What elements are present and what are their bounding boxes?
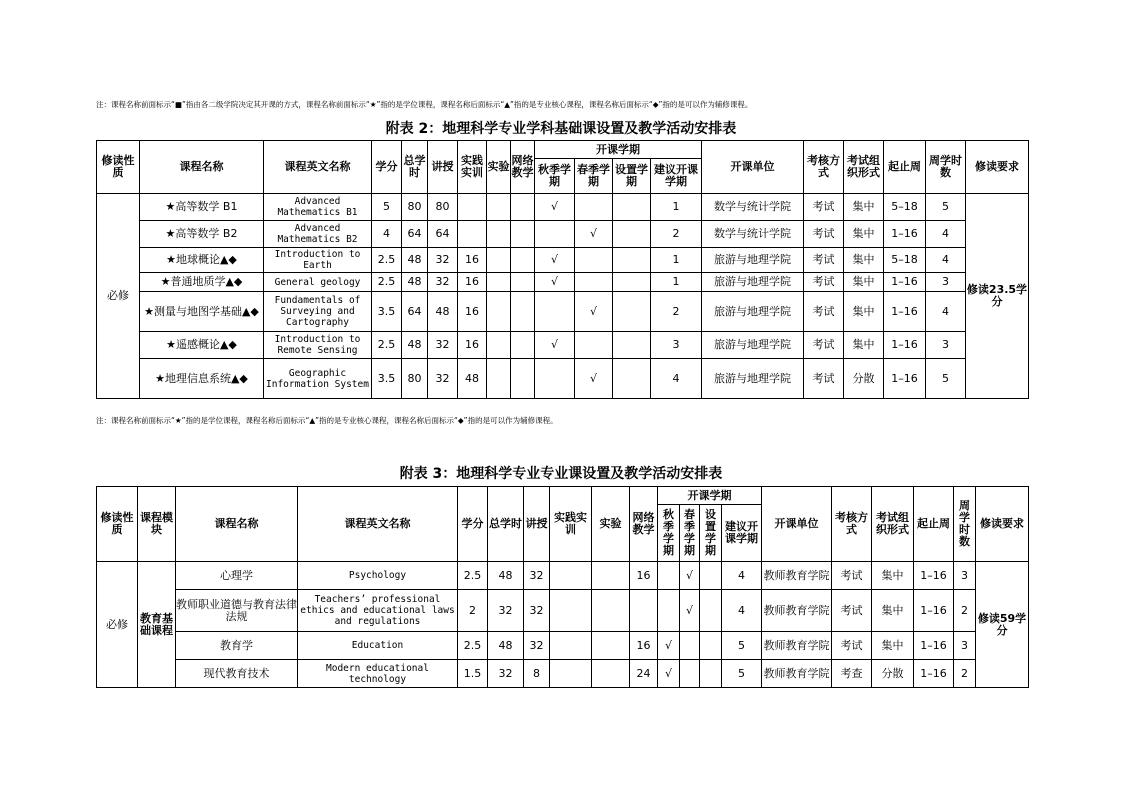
cell-unit: 旅游与地理学院 bbox=[702, 292, 804, 332]
cell-autumn: √ bbox=[535, 332, 575, 359]
header-lecture: 讲授 bbox=[428, 141, 458, 194]
cell-total: 48 bbox=[402, 248, 428, 273]
t3-header-lab: 实验 bbox=[592, 487, 630, 562]
cell-name: ★地球概论▲◆ bbox=[140, 248, 264, 273]
cell-practice: 48 bbox=[458, 359, 487, 399]
t3-cell-hours: 3 bbox=[954, 562, 976, 590]
cell-exam: 考试 bbox=[804, 194, 844, 221]
t3-header-practice: 实践实训 bbox=[550, 487, 592, 562]
t3-cell-unit: 教师教育学院 bbox=[762, 660, 832, 688]
t3-cell-suggest: 5 bbox=[722, 660, 762, 688]
header-total: 总学时 bbox=[402, 141, 428, 194]
t3-cell-unit: 教师教育学院 bbox=[762, 590, 832, 632]
t3-cell-exam: 考试 bbox=[832, 562, 872, 590]
t3-cell-hours: 3 bbox=[954, 632, 976, 660]
t3-cell-weeks: 1–16 bbox=[914, 562, 954, 590]
cell-suggest: 1 bbox=[651, 273, 702, 292]
cell-spring bbox=[575, 248, 613, 273]
cell-credit: 3.5 bbox=[372, 292, 402, 332]
table2-note: 注：课程名称前面标示“★”指的是学位课程，课程名称后面标示“▲”指的是专业核心课程，课程名称后面标示“◆”指的是可以作为辅修课程。 bbox=[96, 416, 558, 425]
cell-weeks: 5–18 bbox=[884, 248, 926, 273]
t3-header-total: 总学时 bbox=[488, 487, 524, 562]
t3-cell-total: 32 bbox=[488, 660, 524, 688]
t3-cell-lecture: 32 bbox=[524, 562, 550, 590]
cell-unit: 旅游与地理学院 bbox=[702, 332, 804, 359]
t3-cell-set bbox=[700, 562, 722, 590]
t3-cell-en: Modern educational technology bbox=[298, 660, 458, 688]
cell-hours: 5 bbox=[926, 194, 966, 221]
cell-org: 分散 bbox=[844, 359, 884, 399]
header-en: 课程英文名称 bbox=[264, 141, 372, 194]
cell-spring: √ bbox=[575, 292, 613, 332]
cell-credit: 5 bbox=[372, 194, 402, 221]
t3-header-lecture: 讲授 bbox=[524, 487, 550, 562]
cell-org: 集中 bbox=[844, 248, 884, 273]
cell-org: 集中 bbox=[844, 292, 884, 332]
cell-en: Advanced Mathematics B1 bbox=[264, 194, 372, 221]
t3-cell-org: 集中 bbox=[872, 632, 914, 660]
t3-cell-unit: 教师教育学院 bbox=[762, 562, 832, 590]
header-suggest: 建议开课学期 bbox=[651, 159, 702, 194]
cell-hours: 5 bbox=[926, 359, 966, 399]
cell-online bbox=[511, 248, 535, 273]
t3-cell-exam: 考查 bbox=[832, 660, 872, 688]
t3-cell-set bbox=[700, 660, 722, 688]
t3-cell-credit: 2.5 bbox=[458, 632, 488, 660]
t3-header-exam: 考核方式 bbox=[832, 487, 872, 562]
cell-suggest: 2 bbox=[651, 221, 702, 248]
t3-cell-practice bbox=[550, 590, 592, 632]
t3-cell-name: 教育学 bbox=[176, 632, 298, 660]
t3-cell-spring: √ bbox=[680, 562, 700, 590]
cell-unit: 旅游与地理学院 bbox=[702, 273, 804, 292]
t3-cell-autumn bbox=[658, 590, 680, 632]
t3-header-spring: 春季学期 bbox=[680, 505, 700, 562]
header-credit: 学分 bbox=[372, 141, 402, 194]
cell-org: 集中 bbox=[844, 332, 884, 359]
cell-lecture: 64 bbox=[428, 221, 458, 248]
cell-credit: 2.5 bbox=[372, 332, 402, 359]
table2-row bbox=[97, 248, 1029, 273]
table2 bbox=[96, 140, 1029, 399]
cell-en: Advanced Mathematics B2 bbox=[264, 221, 372, 248]
cell-suggest: 1 bbox=[651, 194, 702, 221]
cell-weeks: 5–18 bbox=[884, 194, 926, 221]
cell-online bbox=[511, 332, 535, 359]
cell-spring: √ bbox=[575, 359, 613, 399]
cell-autumn: √ bbox=[535, 273, 575, 292]
header-practice: 实践实训 bbox=[458, 141, 487, 194]
cell-unit: 数学与统计学院 bbox=[702, 221, 804, 248]
t3-header-hours: 周学时数 bbox=[954, 487, 976, 562]
t3-cell-credit: 2.5 bbox=[458, 562, 488, 590]
cell-credit: 2.5 bbox=[372, 273, 402, 292]
cell-weeks: 1–16 bbox=[884, 273, 926, 292]
cell-lecture: 32 bbox=[428, 332, 458, 359]
cell-total: 64 bbox=[402, 221, 428, 248]
t3-cell-online: 16 bbox=[630, 562, 658, 590]
requirement-cell: 修读23.5学分 bbox=[966, 194, 1029, 399]
t3-header-credit: 学分 bbox=[458, 487, 488, 562]
cell-name: ★高等数学 B1 bbox=[140, 194, 264, 221]
cell-org: 集中 bbox=[844, 221, 884, 248]
t3-cell-suggest: 4 bbox=[722, 590, 762, 632]
cell-exam: 考试 bbox=[804, 221, 844, 248]
cell-hours: 4 bbox=[926, 292, 966, 332]
t3-cell-en: Education bbox=[298, 632, 458, 660]
cell-total: 80 bbox=[402, 359, 428, 399]
cell-en: Introduction to Earth bbox=[264, 248, 372, 273]
cell-lab bbox=[487, 292, 511, 332]
cell-autumn bbox=[535, 221, 575, 248]
cell-en: Fundamentals of Surveying and Cartography bbox=[264, 292, 372, 332]
cell-lab bbox=[487, 359, 511, 399]
cell-en: Geographic Information System bbox=[264, 359, 372, 399]
table2-row bbox=[97, 194, 1029, 221]
header-org: 考试组织形式 bbox=[844, 141, 884, 194]
t3-header-module: 课程模块 bbox=[138, 487, 176, 562]
t3-cell-en: Psychology bbox=[298, 562, 458, 590]
t3-cell-weeks: 1–16 bbox=[914, 632, 954, 660]
header-unit: 开课单位 bbox=[702, 141, 804, 194]
t3-cell-set bbox=[700, 632, 722, 660]
cell-exam: 考试 bbox=[804, 359, 844, 399]
header-weeks: 起止周 bbox=[884, 141, 926, 194]
cell-practice: 16 bbox=[458, 273, 487, 292]
t3-cell-online: 16 bbox=[630, 632, 658, 660]
t3-cell-spring bbox=[680, 632, 700, 660]
cell-online bbox=[511, 221, 535, 248]
t3-cell-lecture: 8 bbox=[524, 660, 550, 688]
t3-header-autumn: 秋季学期 bbox=[658, 505, 680, 562]
top-note: 注：课程名称前面标示“■”指由各二级学院决定其开课的方式，课程名称前面标示“★”指的是学位课程，课程名称后面标示“▲”指的是专业核心课程，课程名称后面标示“◆”指的是可以作为辅修课程。 bbox=[96, 100, 753, 109]
cell-lecture: 32 bbox=[428, 248, 458, 273]
header-lab: 实验 bbox=[487, 141, 511, 194]
cell-online bbox=[511, 292, 535, 332]
table2-title: 附表 2：地理科学专业学科基础课设置及教学活动安排表 bbox=[385, 121, 737, 137]
cell-set bbox=[613, 332, 651, 359]
cell-name: ★测量与地图学基础▲◆ bbox=[140, 292, 264, 332]
cell-suggest: 3 bbox=[651, 332, 702, 359]
cell-weeks: 1–16 bbox=[884, 292, 926, 332]
header-exam: 考核方式 bbox=[804, 141, 844, 194]
cell-lecture: 32 bbox=[428, 359, 458, 399]
cell-online bbox=[511, 194, 535, 221]
header-name: 课程名称 bbox=[140, 141, 264, 194]
t3-cell-lecture: 32 bbox=[524, 632, 550, 660]
header-spring: 春季学期 bbox=[575, 159, 613, 194]
cell-online bbox=[511, 359, 535, 399]
cell-en: General geology bbox=[264, 273, 372, 292]
table2-row bbox=[97, 273, 1029, 292]
header-autumn: 秋季学期 bbox=[535, 159, 575, 194]
t3-cell-lecture: 32 bbox=[524, 590, 550, 632]
cell-name: ★遥感概论▲◆ bbox=[140, 332, 264, 359]
cell-practice: 16 bbox=[458, 332, 487, 359]
header-req: 修读要求 bbox=[966, 141, 1029, 194]
t3-header-set: 设置学期 bbox=[700, 505, 722, 562]
cell-name: ★地理信息系统▲◆ bbox=[140, 359, 264, 399]
t3-cell-online: 24 bbox=[630, 660, 658, 688]
t3-cell-hours: 2 bbox=[954, 590, 976, 632]
cell-total: 48 bbox=[402, 273, 428, 292]
cell-weeks: 1–16 bbox=[884, 332, 926, 359]
t3-cell-total: 48 bbox=[488, 632, 524, 660]
t3-nature-cell: 必修 bbox=[97, 562, 138, 688]
table3-row bbox=[97, 660, 1029, 688]
t3-header-semester: 开课学期 bbox=[658, 487, 762, 505]
table3-title: 附表 3：地理科学专业专业课设置及教学活动安排表 bbox=[399, 466, 723, 482]
t3-header-weeks: 起止周 bbox=[914, 487, 954, 562]
t3-cell-set bbox=[700, 590, 722, 632]
cell-autumn: √ bbox=[535, 248, 575, 273]
header-online: 网络教学 bbox=[511, 141, 535, 194]
cell-weeks: 1–16 bbox=[884, 359, 926, 399]
t3-requirement-cell: 修读59学分 bbox=[976, 562, 1029, 688]
cell-unit: 数学与统计学院 bbox=[702, 194, 804, 221]
t3-cell-weeks: 1–16 bbox=[914, 590, 954, 632]
t3-cell-spring bbox=[680, 660, 700, 688]
t3-cell-lab bbox=[592, 590, 630, 632]
cell-exam: 考试 bbox=[804, 273, 844, 292]
cell-hours: 4 bbox=[926, 248, 966, 273]
table2-row bbox=[97, 292, 1029, 332]
cell-set bbox=[613, 292, 651, 332]
cell-lab bbox=[487, 194, 511, 221]
t3-header-en: 课程英文名称 bbox=[298, 487, 458, 562]
table3-row bbox=[97, 562, 1029, 590]
cell-credit: 4 bbox=[372, 221, 402, 248]
cell-hours: 3 bbox=[926, 273, 966, 292]
cell-set bbox=[613, 221, 651, 248]
cell-exam: 考试 bbox=[804, 332, 844, 359]
cell-credit: 2.5 bbox=[372, 248, 402, 273]
header-hours: 周学时数 bbox=[926, 141, 966, 194]
t3-cell-practice bbox=[550, 632, 592, 660]
cell-spring bbox=[575, 194, 613, 221]
t3-cell-org: 分散 bbox=[872, 660, 914, 688]
t3-cell-online bbox=[630, 590, 658, 632]
cell-practice: 16 bbox=[458, 248, 487, 273]
cell-spring: √ bbox=[575, 221, 613, 248]
t3-cell-practice bbox=[550, 660, 592, 688]
cell-set bbox=[613, 273, 651, 292]
table2-row bbox=[97, 359, 1029, 399]
t3-cell-practice bbox=[550, 562, 592, 590]
cell-total: 48 bbox=[402, 332, 428, 359]
cell-spring bbox=[575, 273, 613, 292]
cell-unit: 旅游与地理学院 bbox=[702, 248, 804, 273]
cell-lecture: 48 bbox=[428, 292, 458, 332]
t3-cell-autumn: √ bbox=[658, 660, 680, 688]
t3-cell-lab bbox=[592, 660, 630, 688]
cell-autumn bbox=[535, 359, 575, 399]
cell-autumn bbox=[535, 292, 575, 332]
t3-cell-name: 心理学 bbox=[176, 562, 298, 590]
cell-lab bbox=[487, 273, 511, 292]
cell-lab bbox=[487, 248, 511, 273]
cell-total: 80 bbox=[402, 194, 428, 221]
t3-cell-total: 48 bbox=[488, 562, 524, 590]
t3-cell-total: 32 bbox=[488, 590, 524, 632]
cell-suggest: 2 bbox=[651, 292, 702, 332]
cell-hours: 3 bbox=[926, 332, 966, 359]
cell-autumn: √ bbox=[535, 194, 575, 221]
nature-cell: 必修 bbox=[97, 194, 140, 399]
t3-cell-exam: 考试 bbox=[832, 632, 872, 660]
t3-header-online: 网络教学 bbox=[630, 487, 658, 562]
t3-cell-name: 现代教育技术 bbox=[176, 660, 298, 688]
header-set: 设置学期 bbox=[613, 159, 651, 194]
t3-cell-lab bbox=[592, 632, 630, 660]
t3-module-cell: 教育基础课程 bbox=[138, 562, 176, 688]
t3-header-suggest: 建议开课学期 bbox=[722, 505, 762, 562]
table3-row bbox=[97, 632, 1029, 660]
cell-lab bbox=[487, 221, 511, 248]
cell-name: ★高等数学 B2 bbox=[140, 221, 264, 248]
table2-row bbox=[97, 221, 1029, 248]
table2-row bbox=[97, 332, 1029, 359]
cell-en: Introduction to Remote Sensing bbox=[264, 332, 372, 359]
cell-set bbox=[613, 359, 651, 399]
header-nature: 修读性质 bbox=[97, 141, 140, 194]
cell-lab bbox=[487, 332, 511, 359]
cell-practice bbox=[458, 194, 487, 221]
cell-total: 64 bbox=[402, 292, 428, 332]
t3-cell-suggest: 4 bbox=[722, 562, 762, 590]
t3-header-name: 课程名称 bbox=[176, 487, 298, 562]
t3-cell-credit: 1.5 bbox=[458, 660, 488, 688]
t3-header-nature: 修读性质 bbox=[97, 487, 138, 562]
t3-header-unit: 开课单位 bbox=[762, 487, 832, 562]
t3-header-req: 修读要求 bbox=[976, 487, 1029, 562]
t3-cell-suggest: 5 bbox=[722, 632, 762, 660]
cell-lecture: 32 bbox=[428, 273, 458, 292]
t3-cell-name: 教师职业道德与教育法律法规 bbox=[176, 590, 298, 632]
cell-org: 集中 bbox=[844, 273, 884, 292]
cell-lecture: 80 bbox=[428, 194, 458, 221]
cell-suggest: 1 bbox=[651, 248, 702, 273]
cell-spring bbox=[575, 332, 613, 359]
cell-suggest: 4 bbox=[651, 359, 702, 399]
t3-cell-autumn: √ bbox=[658, 632, 680, 660]
t3-cell-credit: 2 bbox=[458, 590, 488, 632]
cell-hours: 4 bbox=[926, 221, 966, 248]
t3-cell-en: Teachers’ professional ethics and educational laws and regulations bbox=[298, 590, 458, 632]
cell-practice: 16 bbox=[458, 292, 487, 332]
header-semester: 开课学期 bbox=[535, 141, 702, 159]
t3-header-org: 考试组织形式 bbox=[872, 487, 914, 562]
cell-org: 集中 bbox=[844, 194, 884, 221]
cell-practice bbox=[458, 221, 487, 248]
t3-cell-lab bbox=[592, 562, 630, 590]
t3-cell-autumn bbox=[658, 562, 680, 590]
t3-cell-hours: 2 bbox=[954, 660, 976, 688]
cell-set bbox=[613, 248, 651, 273]
cell-weeks: 1–16 bbox=[884, 221, 926, 248]
cell-exam: 考试 bbox=[804, 248, 844, 273]
t3-cell-spring: √ bbox=[680, 590, 700, 632]
cell-credit: 3.5 bbox=[372, 359, 402, 399]
t3-cell-exam: 考试 bbox=[832, 590, 872, 632]
t3-cell-org: 集中 bbox=[872, 590, 914, 632]
cell-set bbox=[613, 194, 651, 221]
table3 bbox=[96, 486, 1029, 688]
t3-cell-weeks: 1–16 bbox=[914, 660, 954, 688]
t3-cell-unit: 教师教育学院 bbox=[762, 632, 832, 660]
cell-exam: 考试 bbox=[804, 292, 844, 332]
cell-unit: 旅游与地理学院 bbox=[702, 359, 804, 399]
t3-cell-org: 集中 bbox=[872, 562, 914, 590]
cell-online bbox=[511, 273, 535, 292]
table3-row bbox=[97, 590, 1029, 632]
cell-name: ★普通地质学▲◆ bbox=[140, 273, 264, 292]
